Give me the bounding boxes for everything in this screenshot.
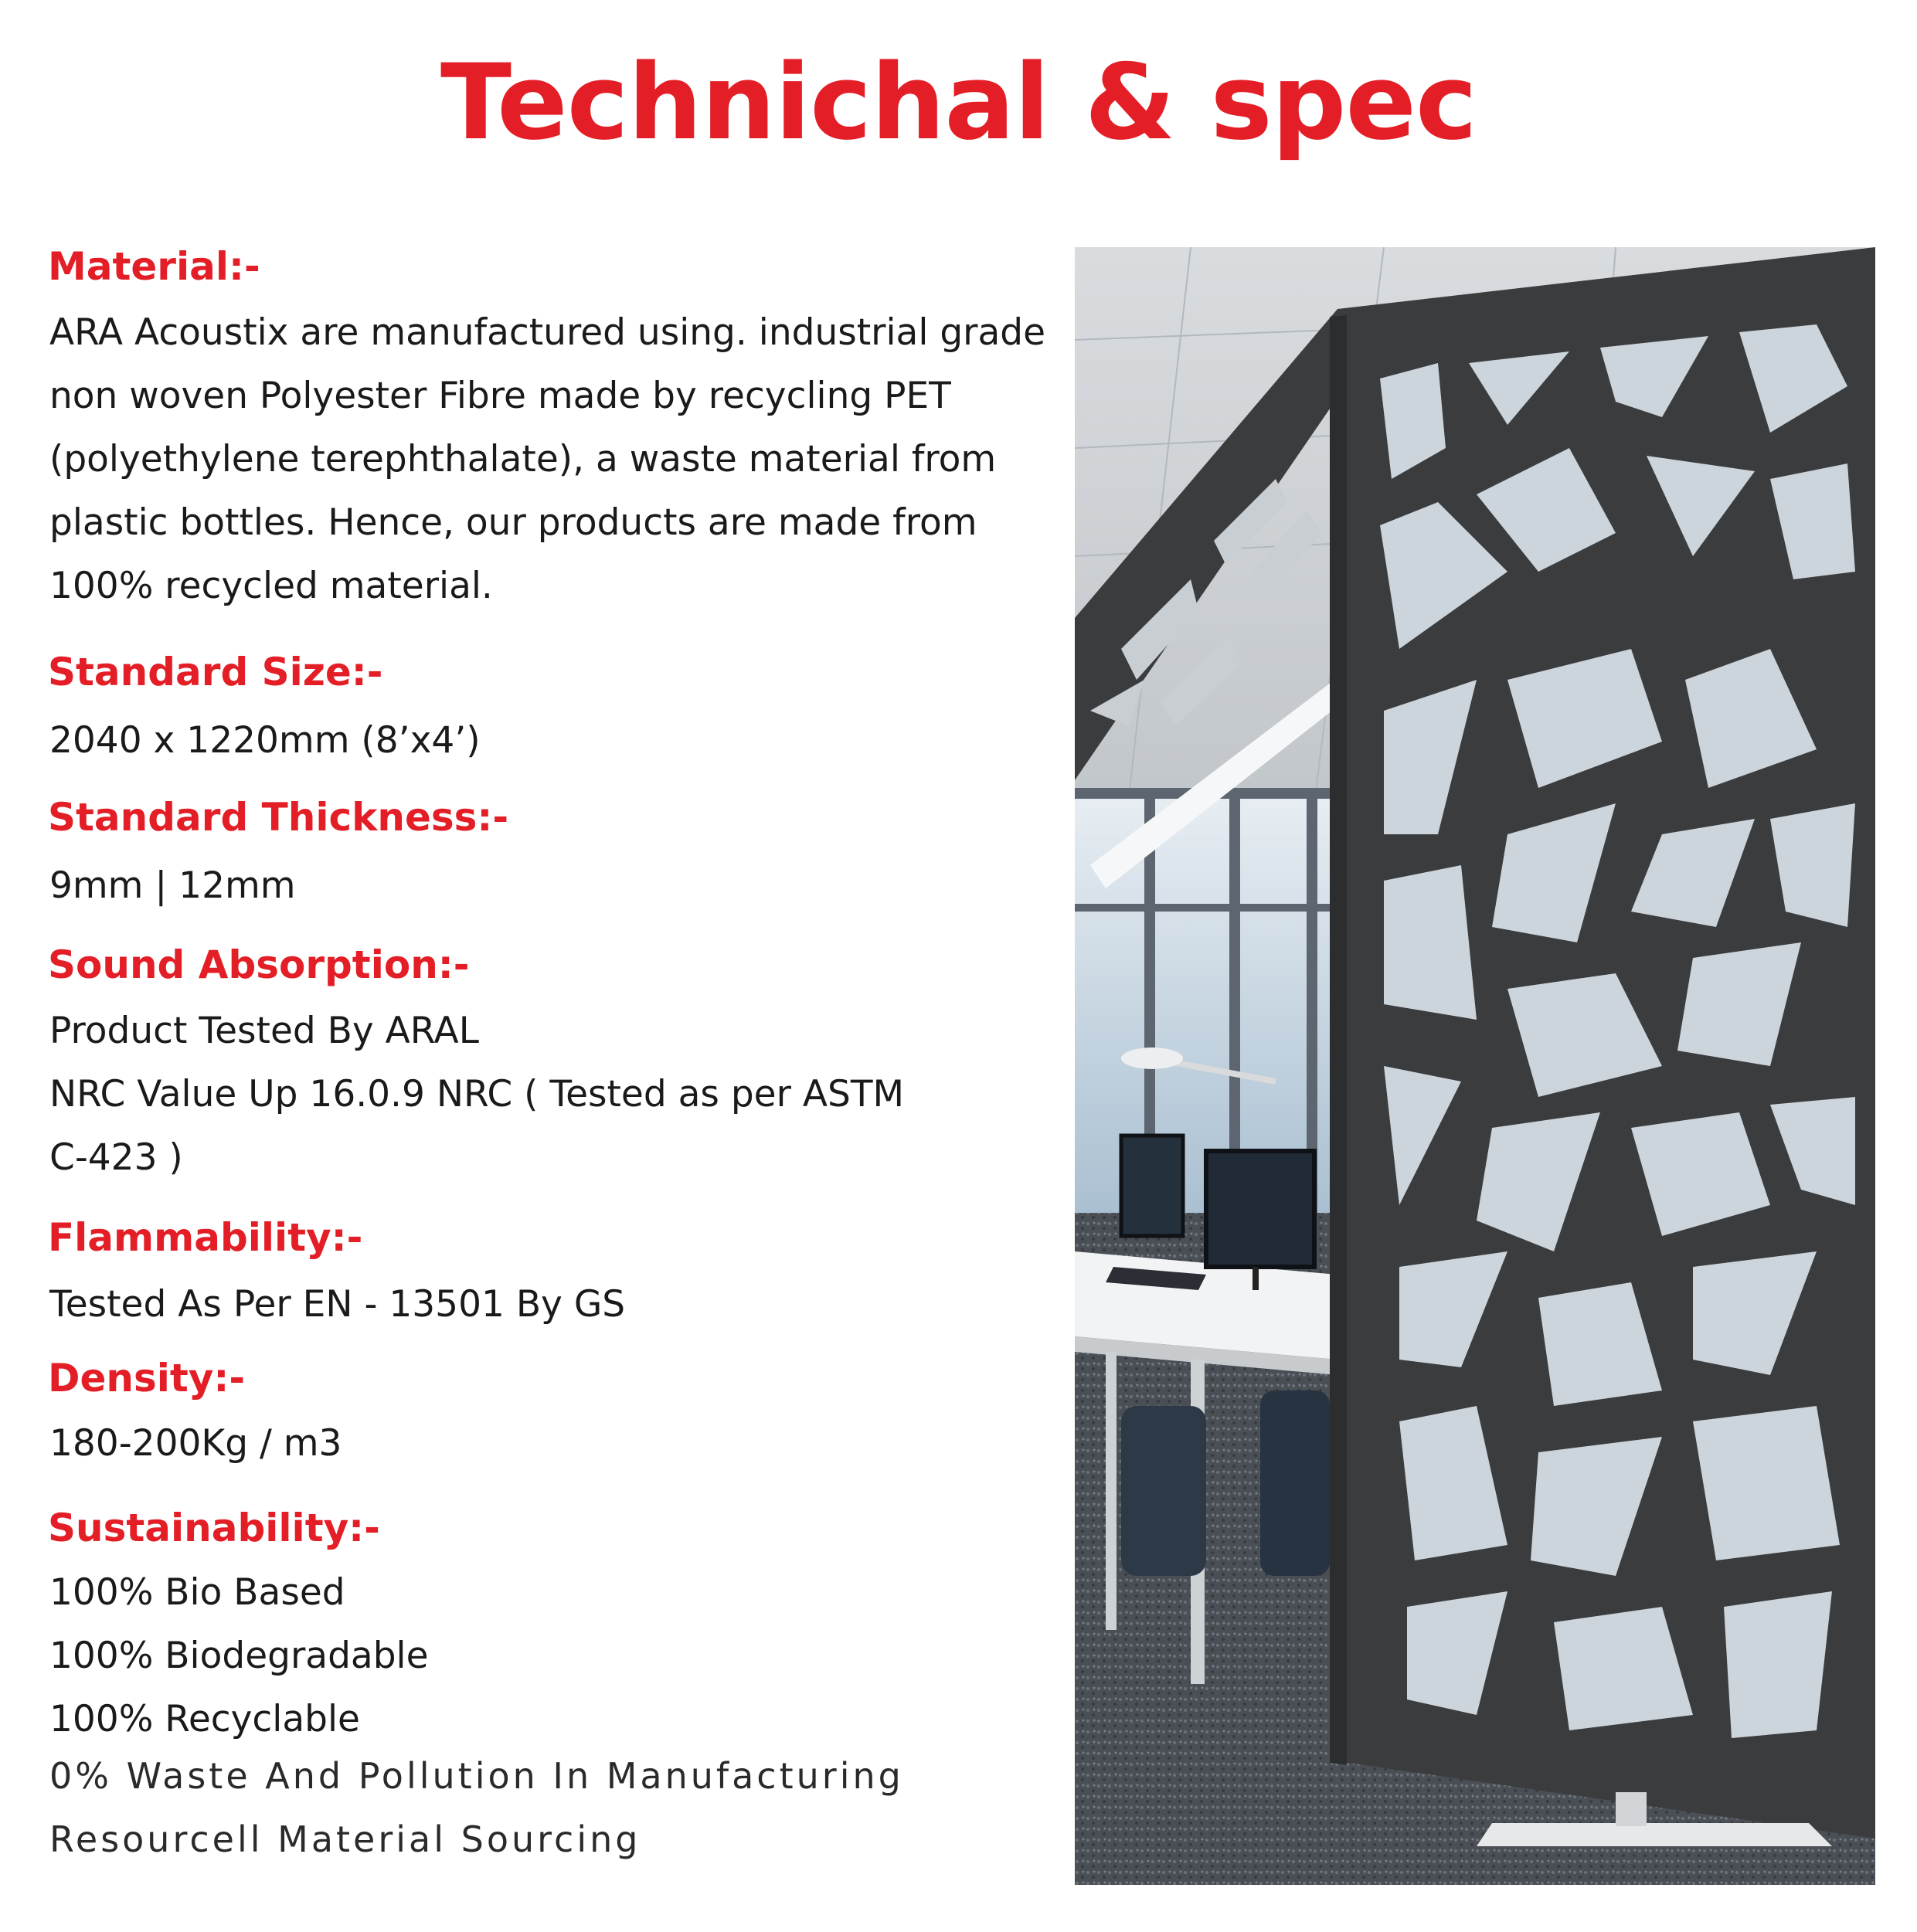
- page-title: Technichal & spec: [440, 42, 1477, 163]
- sustainability-item: 0% Waste And Pollution In Manufacturing: [49, 1755, 904, 1797]
- sound-absorption-heading: Sound Absorption:-: [48, 942, 470, 987]
- sound-absorption-line-1: Product Tested By ARAL: [49, 1010, 479, 1052]
- standard-thickness-heading: Standard Thickness:-: [48, 795, 509, 840]
- material-description: ARA Acoustix are manufactured using. industrial grade non woven Polyester Fibre made by recycling PET (polyethylene terephthalate), a waste material from plastic bottles. Hence, our products are made from 100% recycled material.: [49, 311, 1046, 607]
- standard-thickness-value: 9mm | 12mm: [49, 864, 296, 907]
- sustainability-item: 100% Bio Based: [49, 1571, 345, 1614]
- standard-size-value: 2040 x 1220mm (8’x4’): [49, 719, 481, 762]
- sustainability-heading: Sustainability:-: [48, 1506, 380, 1550]
- product-photo: [1075, 247, 1875, 1885]
- density-heading: Density:-: [48, 1356, 246, 1401]
- sustainability-item: 100% Recyclable: [49, 1698, 360, 1740]
- sustainability-item: Resourcell Material Sourcing: [49, 1818, 641, 1860]
- flammability-heading: Flammability:-: [48, 1215, 363, 1260]
- flammability-value: Tested As Per EN - 13501 By GS: [49, 1283, 626, 1326]
- density-value: 180-200Kg / m3: [49, 1422, 342, 1465]
- acoustic-partition-image: [1075, 247, 1875, 1885]
- standard-size-heading: Standard Size:-: [48, 650, 383, 694]
- sustainability-item: 100% Biodegradable: [49, 1635, 429, 1677]
- sound-absorption-line-2: NRC Value Up 16.0.9 NRC ( Tested as per ASTM: [49, 1073, 905, 1115]
- material-heading: Material:-: [48, 244, 260, 289]
- sound-absorption-line-3: C-423 ): [49, 1136, 183, 1179]
